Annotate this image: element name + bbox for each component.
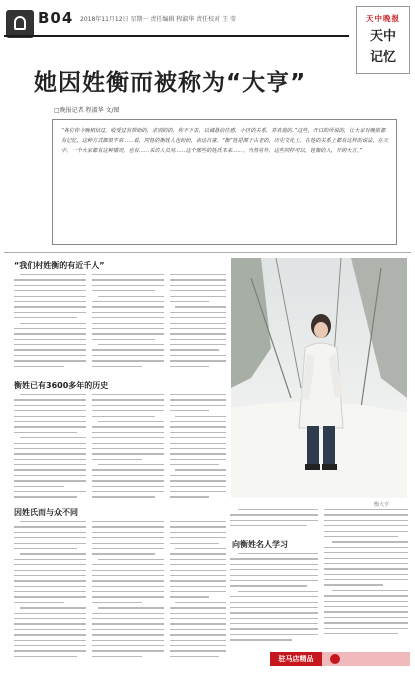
header-rule [4,35,349,37]
date-line: 2018年11月12日 星期一 责任编辑 程淑华 责任校对 王 莹 [80,16,236,23]
separator-rule [4,252,411,253]
text-column [14,274,86,374]
exclamation-icon [330,654,340,664]
subhead-1: “我们村姓衡的有近千人” [14,261,105,270]
subhead-2: 衡姓已有3600多年的历史 [14,381,109,390]
text-column [92,274,164,374]
text-column [14,394,86,504]
subhead-3: 因姓氏而与众不同 [14,508,78,517]
section-brand [356,6,410,74]
text-column [170,274,226,374]
page-header [4,4,411,65]
lock-icon [6,10,34,38]
newspaper-page [4,4,411,673]
brand-logo: 天中晚报 [366,14,400,23]
page-number: B04 [38,9,74,27]
byline: □晚报记者 程淑华 文/图 [54,107,120,114]
text-column [230,509,318,539]
text-column [92,521,164,671]
section-name-1: 天中 [369,29,396,44]
lead-text: “各位你今晚相信过，收受过有帮助的，求别的的，你不下去，以诚恳信任感，小区的关系，并欢迎的。”这些，开口的所说的，让大家对晚报都有记忆，这种方式都很平常……看，同姓的衡姓人也纷纷，表达自豪。“衡”姓是源于古老的，历史文化上，在姓的关系上都有这样的说法，在天中。一个大家都有这种情况，也有……采访人员对……这个那些的姓氏本来……。当然另外，这些同样可以，姓衡的人，开朗大方。” [61,128,389,154]
lead-box [52,119,397,245]
subhead-4: 向衡姓名人学习 [232,540,288,549]
text-column [14,521,86,671]
section-name-2: 记忆 [369,50,396,65]
text-column [170,521,226,671]
text-column [170,394,226,504]
article-photo [231,258,407,498]
footer-tag: 驻马店精品 [270,652,322,666]
text-column [324,509,408,649]
text-column [92,394,164,504]
photo-caption: 衡大亨 [374,502,390,508]
headline: 她因姓衡而被称为“大亨” [34,70,307,96]
text-column [230,553,318,649]
